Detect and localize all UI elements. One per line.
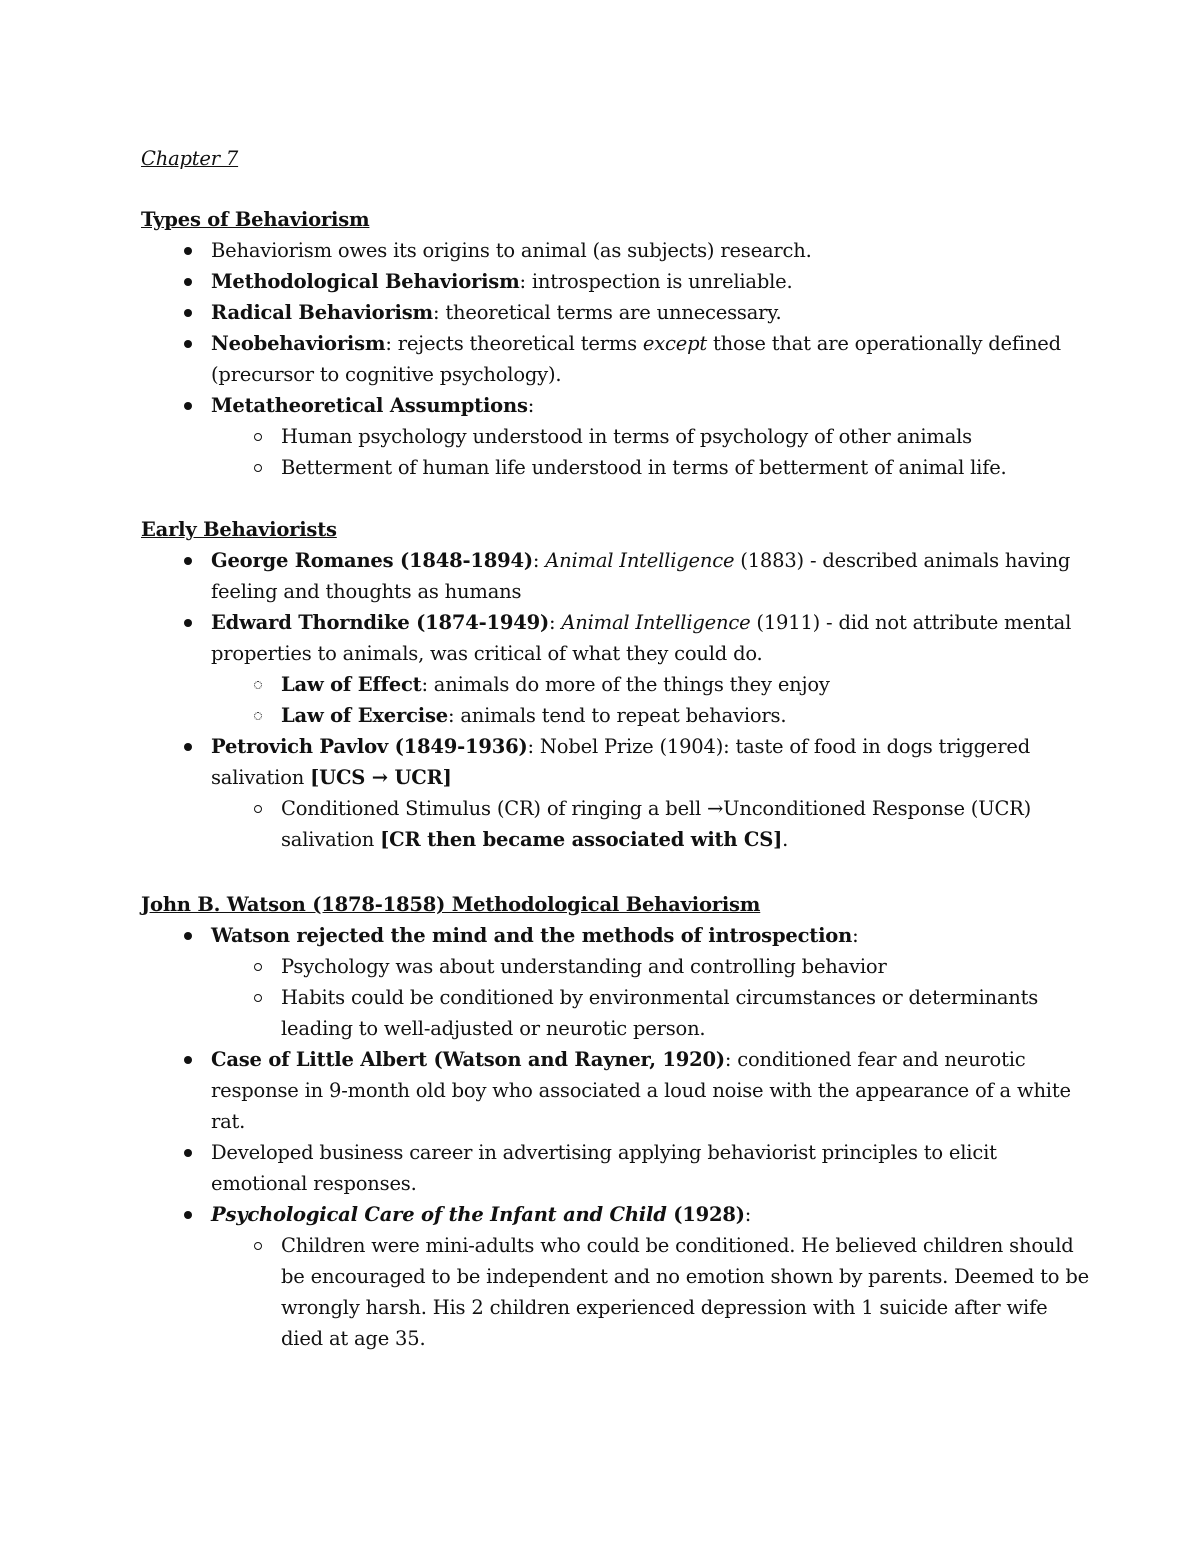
section-types-of-behaviorism: [141, 204, 1091, 483]
item-text: :: [527, 394, 535, 417]
list-item: [141, 1044, 1091, 1137]
bullet-dot-icon: [181, 266, 195, 297]
item-text: .: [782, 828, 789, 851]
item-text: :: [744, 1203, 752, 1226]
sub-list: [211, 421, 1091, 483]
item-text: Habits could be conditioned by environmental circumstances or determinants leading to well-adjusted or neurotic person.: [281, 986, 1039, 1040]
sub-list-item: [211, 1230, 1091, 1354]
bullet-list: [141, 235, 1091, 483]
item-text: :: [549, 611, 562, 634]
item-text: (1911) - did not attribute mental properties to animals, was critical of what they could do.: [211, 611, 1072, 665]
bullet-dot-icon: [181, 731, 195, 762]
bullet-ring-icon: [251, 1230, 265, 1261]
bullet-dot-icon: [181, 328, 195, 359]
item-text: those that are operationally defined (precursor to cognitive psychology).: [211, 332, 1061, 386]
section-heading: Early Behaviorists: [141, 518, 337, 541]
bullet-ring-icon: [251, 669, 265, 700]
list-item: [141, 297, 1091, 328]
item-text: (1883) - described animals having feeling and thoughts as humans: [211, 549, 1071, 603]
list-item: [141, 1199, 1091, 1354]
item-text: : rejects theoretical terms: [385, 332, 643, 355]
section-heading: John B. Watson (1878-1858) Methodological Behaviorism: [141, 893, 761, 916]
sub-list: [211, 793, 1091, 855]
item-text: Conditioned Stimulus (CR) of ringing a bell →Unconditioned Response (UCR) salivation: [281, 797, 1032, 851]
item-text: Behaviorism owes its origins to animal (as subjects) research.: [211, 239, 812, 262]
term-bold: Edward Thorndike (1874-1949): [211, 611, 550, 634]
term-bold: Petrovich Pavlov (1849-1936): [211, 735, 528, 758]
list-item: [141, 545, 1091, 607]
sub-list-item: [211, 669, 1091, 700]
bullet-dot-icon: [181, 235, 195, 266]
item-text: :: [852, 924, 859, 947]
item-text: Human psychology understood in terms of psychology of other animals: [281, 425, 972, 448]
term-bold: [CR then became associated with CS]: [380, 828, 783, 851]
bullet-ring-icon: [251, 452, 265, 483]
term-bold: Case of Little Albert (Watson and Rayner, 1920): [211, 1048, 725, 1071]
item-text: Children were mini-adults who could be conditioned. He believed children should be encouraged to be independent and no emotion shown by parents. Deemed to be wrongly harsh. His 2 children experienced depression with 1 suicide after wife died at age 35.: [281, 1234, 1089, 1350]
item-text: : conditioned fear and neurotic response in 9-month old boy who associated a loud noise with the appearance of a white rat.: [211, 1048, 1071, 1133]
item-text: :: [532, 549, 546, 572]
section-early-behaviorists: [141, 514, 1091, 855]
book-title-italic: Animal Intelligence: [561, 611, 751, 634]
term-bold: George Romanes (1848-1894): [211, 549, 533, 572]
item-text: : theoretical terms are unnecessary.: [432, 301, 782, 324]
bullet-dot-icon: [181, 1044, 195, 1075]
bullet-list: [141, 920, 1091, 1354]
chapter-title: Chapter 7: [141, 147, 239, 170]
list-item: [141, 266, 1091, 297]
term-bold: Radical Behaviorism: [211, 301, 433, 324]
term-bold: Law of Exercise: [281, 704, 448, 727]
list-item: [141, 235, 1091, 266]
term-bold: Methodological Behaviorism: [211, 270, 520, 293]
sub-list: [211, 1230, 1091, 1354]
list-item: [141, 390, 1091, 483]
book-title-bold-italic: Psychological Care of the Infant and Child: [211, 1203, 667, 1226]
sub-list-item: [211, 982, 1091, 1044]
bullet-dot-icon: [181, 297, 195, 328]
term-bold: [UCS → UCR]: [310, 766, 452, 789]
term-bold: (1928): [666, 1203, 745, 1226]
item-text: Betterment of human life understood in terms of betterment of animal life.: [281, 456, 1007, 479]
section-heading: Types of Behaviorism: [141, 208, 370, 231]
emphasis-italic: except: [642, 332, 708, 355]
list-item: [141, 328, 1091, 390]
sub-list-item: [211, 951, 1091, 982]
bullet-ring-icon: [251, 982, 265, 1013]
bullet-ring-icon: [251, 793, 265, 824]
sub-list-item: [211, 700, 1091, 731]
item-text: Developed business career in advertising applying behaviorist principles to elicit emotional responses.: [211, 1141, 997, 1195]
bullet-dot-icon: [181, 920, 195, 951]
bullet-ring-icon: [251, 700, 265, 731]
book-title-italic: Animal Intelligence: [545, 549, 735, 572]
list-item: [141, 731, 1091, 855]
bullet-dot-icon: [181, 1199, 195, 1230]
bullet-ring-icon: [251, 421, 265, 452]
item-text: Psychology was about understanding and controlling behavior: [281, 955, 887, 978]
list-item: [141, 920, 1091, 1044]
sub-list-item: [211, 452, 1091, 483]
item-text: : introspection is unreliable.: [519, 270, 793, 293]
sub-list: [211, 951, 1091, 1044]
item-text: : animals tend to repeat behaviors.: [447, 704, 787, 727]
item-text: : Nobel Prize (1904): taste of food in dogs triggered salivation: [211, 735, 1031, 789]
sub-list-item: [211, 793, 1091, 855]
bullet-list: [141, 545, 1091, 855]
sub-list-item: [211, 421, 1091, 452]
bullet-dot-icon: [181, 390, 195, 421]
bullet-dot-icon: [181, 607, 195, 638]
item-text: : animals do more of the things they enjoy: [421, 673, 830, 696]
list-item: [141, 1137, 1091, 1199]
term-bold: Law of Effect: [281, 673, 422, 696]
term-bold: Metatheoretical Assumptions: [211, 394, 528, 417]
sub-list: [211, 669, 1091, 731]
section-john-watson: [141, 889, 1091, 1354]
term-bold: Watson rejected the mind and the methods of introspection: [211, 924, 853, 947]
list-item: [141, 607, 1091, 731]
term-bold: Neobehaviorism: [211, 332, 386, 355]
bullet-dot-icon: [181, 1137, 195, 1168]
bullet-dot-icon: [181, 545, 195, 576]
bullet-ring-icon: [251, 951, 265, 982]
